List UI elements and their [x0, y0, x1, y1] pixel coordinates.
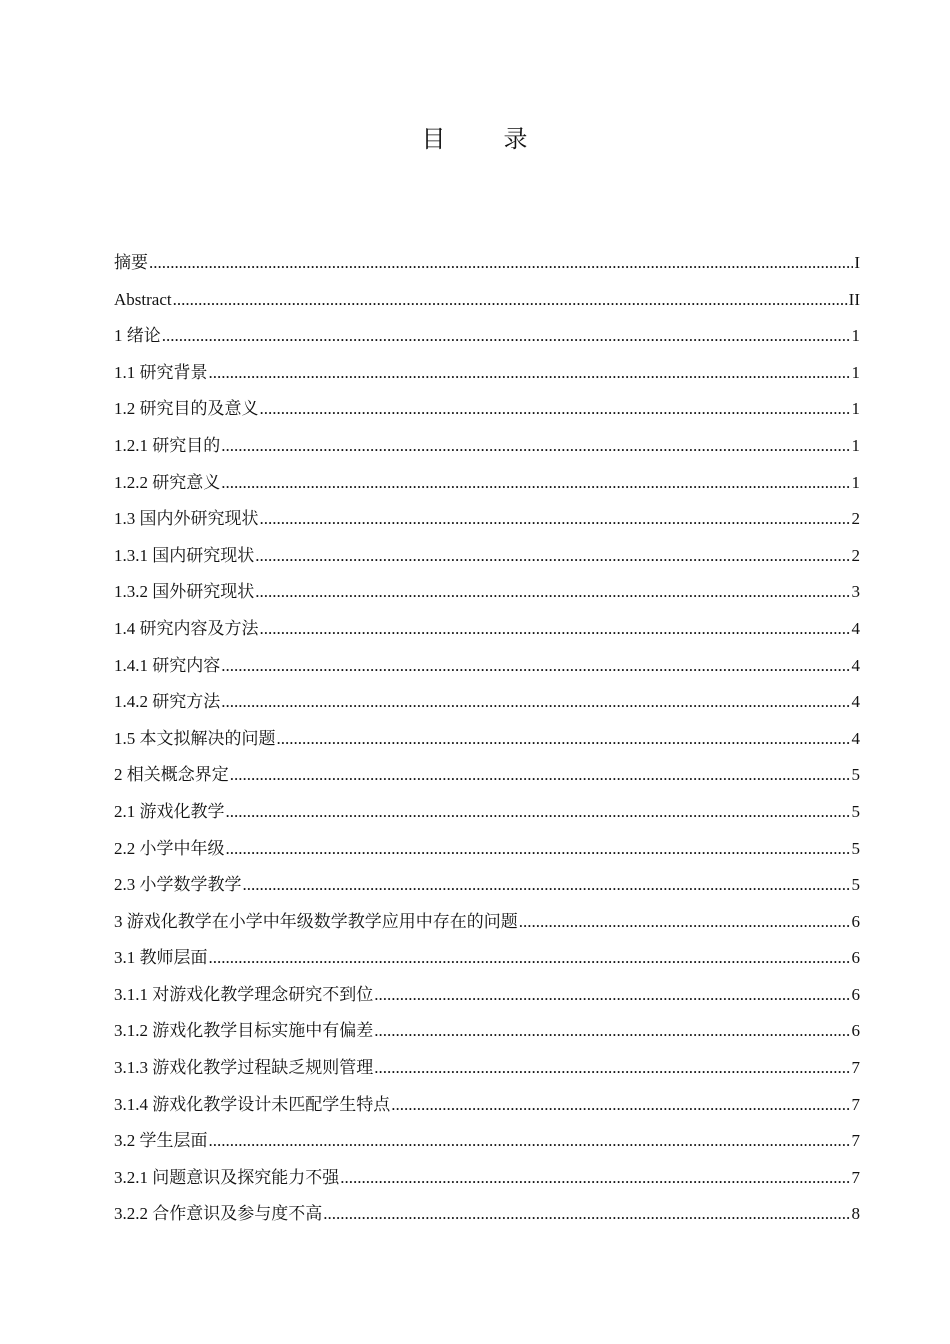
toc-dot-leader [221, 648, 850, 685]
toc-entry-label: 1.4.2 研究方法 [114, 692, 221, 712]
toc-entry[interactable] [114, 1123, 860, 1160]
toc-entry-label: 1.3 国内外研究现状 [114, 509, 259, 529]
toc-dot-leader [221, 428, 850, 465]
toc-dot-leader [255, 538, 850, 575]
toc-entry-label: 1.2 研究目的及意义 [114, 399, 259, 419]
toc-dot-leader [243, 867, 851, 904]
toc-entry[interactable] [114, 1160, 860, 1197]
toc-entry[interactable] [114, 831, 860, 868]
toc-entry[interactable] [114, 574, 860, 611]
toc-entry-label: 3.1 教师层面 [114, 948, 208, 968]
toc-entry-page-number: 6 [851, 1021, 860, 1041]
toc-entry-page-number: 3 [851, 582, 860, 602]
toc-entry-label: 1 绪论 [114, 326, 161, 346]
toc-entry[interactable] [114, 794, 860, 831]
toc-entry[interactable] [114, 428, 860, 465]
toc-dot-leader [162, 318, 851, 355]
toc-title: 目 录 [421, 127, 554, 153]
toc-entry-page-number: 4 [851, 692, 860, 712]
toc-entry-label: 3.1.2 游戏化教学目标实施中有偏差 [114, 1021, 374, 1041]
toc-entry-page-number: 6 [851, 911, 860, 931]
toc-entry-label: 3.1.3 游戏化教学过程缺乏规则管理 [114, 1058, 374, 1078]
toc-entry-page-number: 2 [851, 545, 860, 565]
toc-entry-page-number: 4 [851, 618, 860, 638]
toc-entry[interactable] [114, 282, 860, 319]
toc-entry[interactable] [114, 904, 860, 941]
toc-dot-leader [260, 391, 851, 428]
toc-entry-label: 3.1.1 对游戏化教学理念研究不到位 [114, 984, 374, 1004]
toc-entry-label: 1.1 研究背景 [114, 362, 208, 382]
toc-entry-page-number: II [848, 289, 860, 309]
toc-entry-label: 1.3.2 国外研究现状 [114, 582, 255, 602]
toc-entry-page-number: 6 [851, 984, 860, 1004]
toc-entry-page-number: I [854, 253, 860, 272]
toc-entry[interactable] [114, 318, 860, 355]
toc-dot-leader [255, 574, 850, 611]
toc-entry[interactable] [114, 1087, 860, 1124]
toc-entry[interactable] [114, 1013, 860, 1050]
toc-entry[interactable] [114, 391, 860, 428]
toc-entry[interactable] [114, 245, 860, 282]
toc-entry-page-number: 1 [851, 362, 860, 382]
toc-entry-page-number: 1 [851, 326, 860, 346]
toc-entry[interactable] [114, 867, 860, 904]
toc-dot-leader [221, 684, 850, 721]
toc-entry-label: 1.2.2 研究意义 [114, 472, 221, 492]
toc-entry-label: Abstract [114, 289, 172, 309]
toc-entry[interactable] [114, 977, 860, 1014]
toc-dot-leader [323, 1196, 850, 1233]
toc-entry-page-number: 8 [851, 1204, 860, 1224]
toc-dot-leader [209, 355, 851, 392]
toc-entry-label: 2.3 小学数学教学 [114, 875, 242, 895]
toc-dot-leader [391, 1087, 850, 1124]
toc-dot-leader [260, 611, 851, 648]
toc-entry-page-number: 2 [851, 509, 860, 529]
toc-entry-page-number: 1 [851, 472, 860, 492]
toc-list [114, 245, 860, 1233]
toc-entry[interactable] [114, 538, 860, 575]
toc-dot-leader [226, 794, 851, 831]
toc-entry[interactable] [114, 1050, 860, 1087]
toc-entry[interactable] [114, 1196, 860, 1233]
toc-entry-label: 1.5 本文拟解决的问题 [114, 728, 276, 748]
toc-entry-label: 摘要 [114, 253, 148, 272]
toc-dot-leader [149, 245, 853, 282]
toc-entry[interactable] [114, 648, 860, 685]
toc-entry-page-number: 1 [851, 435, 860, 455]
toc-dot-leader [374, 977, 850, 1014]
toc-dot-leader [277, 721, 851, 758]
toc-entry-page-number: 4 [851, 728, 860, 748]
toc-entry-page-number: 5 [851, 801, 860, 821]
toc-dot-leader [519, 904, 851, 941]
toc-entry-page-number: 5 [851, 875, 860, 895]
toc-entry-label: 2.1 游戏化教学 [114, 801, 225, 821]
toc-entry[interactable] [114, 465, 860, 502]
toc-entry-page-number: 5 [851, 765, 860, 785]
toc-entry-label: 1.4 研究内容及方法 [114, 618, 259, 638]
toc-dot-leader [209, 940, 851, 977]
toc-entry-label: 3.1.4 游戏化教学设计未匹配学生特点 [114, 1094, 391, 1114]
toc-entry[interactable] [114, 757, 860, 794]
toc-entry-label: 3.2.1 问题意识及探究能力不强 [114, 1167, 340, 1187]
toc-dot-leader [173, 282, 848, 319]
toc-entry-page-number: 1 [851, 399, 860, 419]
toc-entry[interactable] [114, 721, 860, 758]
toc-entry-page-number: 7 [851, 1094, 860, 1114]
toc-dot-leader [221, 465, 850, 502]
toc-dot-leader [374, 1013, 850, 1050]
toc-entry-label: 1.2.1 研究目的 [114, 435, 221, 455]
toc-entry[interactable] [114, 355, 860, 392]
toc-dot-leader [374, 1050, 850, 1087]
toc-entry-label: 2 相关概念界定 [114, 765, 229, 785]
toc-dot-leader [226, 831, 851, 868]
toc-entry[interactable] [114, 501, 860, 538]
toc-dot-leader [209, 1123, 851, 1160]
toc-dot-leader [260, 501, 851, 538]
toc-entry-label: 3 游戏化教学在小学中年级数学教学应用中存在的问题 [114, 911, 518, 931]
toc-dot-leader [230, 757, 851, 794]
toc-entry-page-number: 7 [851, 1058, 860, 1078]
toc-entry-label: 2.2 小学中年级 [114, 838, 225, 858]
toc-entry-page-number: 4 [851, 655, 860, 675]
toc-entry-label: 1.3.1 国内研究现状 [114, 545, 255, 565]
toc-entry-page-number: 7 [851, 1131, 860, 1151]
toc-entry-page-number: 7 [851, 1167, 860, 1187]
toc-entry-label: 3.2 学生层面 [114, 1131, 208, 1151]
toc-entry-label: 3.2.2 合作意识及参与度不高 [114, 1204, 323, 1224]
toc-entry-page-number: 5 [851, 838, 860, 858]
toc-entry[interactable] [114, 684, 860, 721]
toc-entry-page-number: 6 [851, 948, 860, 968]
toc-dot-leader [340, 1160, 850, 1197]
toc-entry-label: 1.4.1 研究内容 [114, 655, 221, 675]
toc-entry[interactable] [114, 611, 860, 648]
toc-entry[interactable] [114, 940, 860, 977]
